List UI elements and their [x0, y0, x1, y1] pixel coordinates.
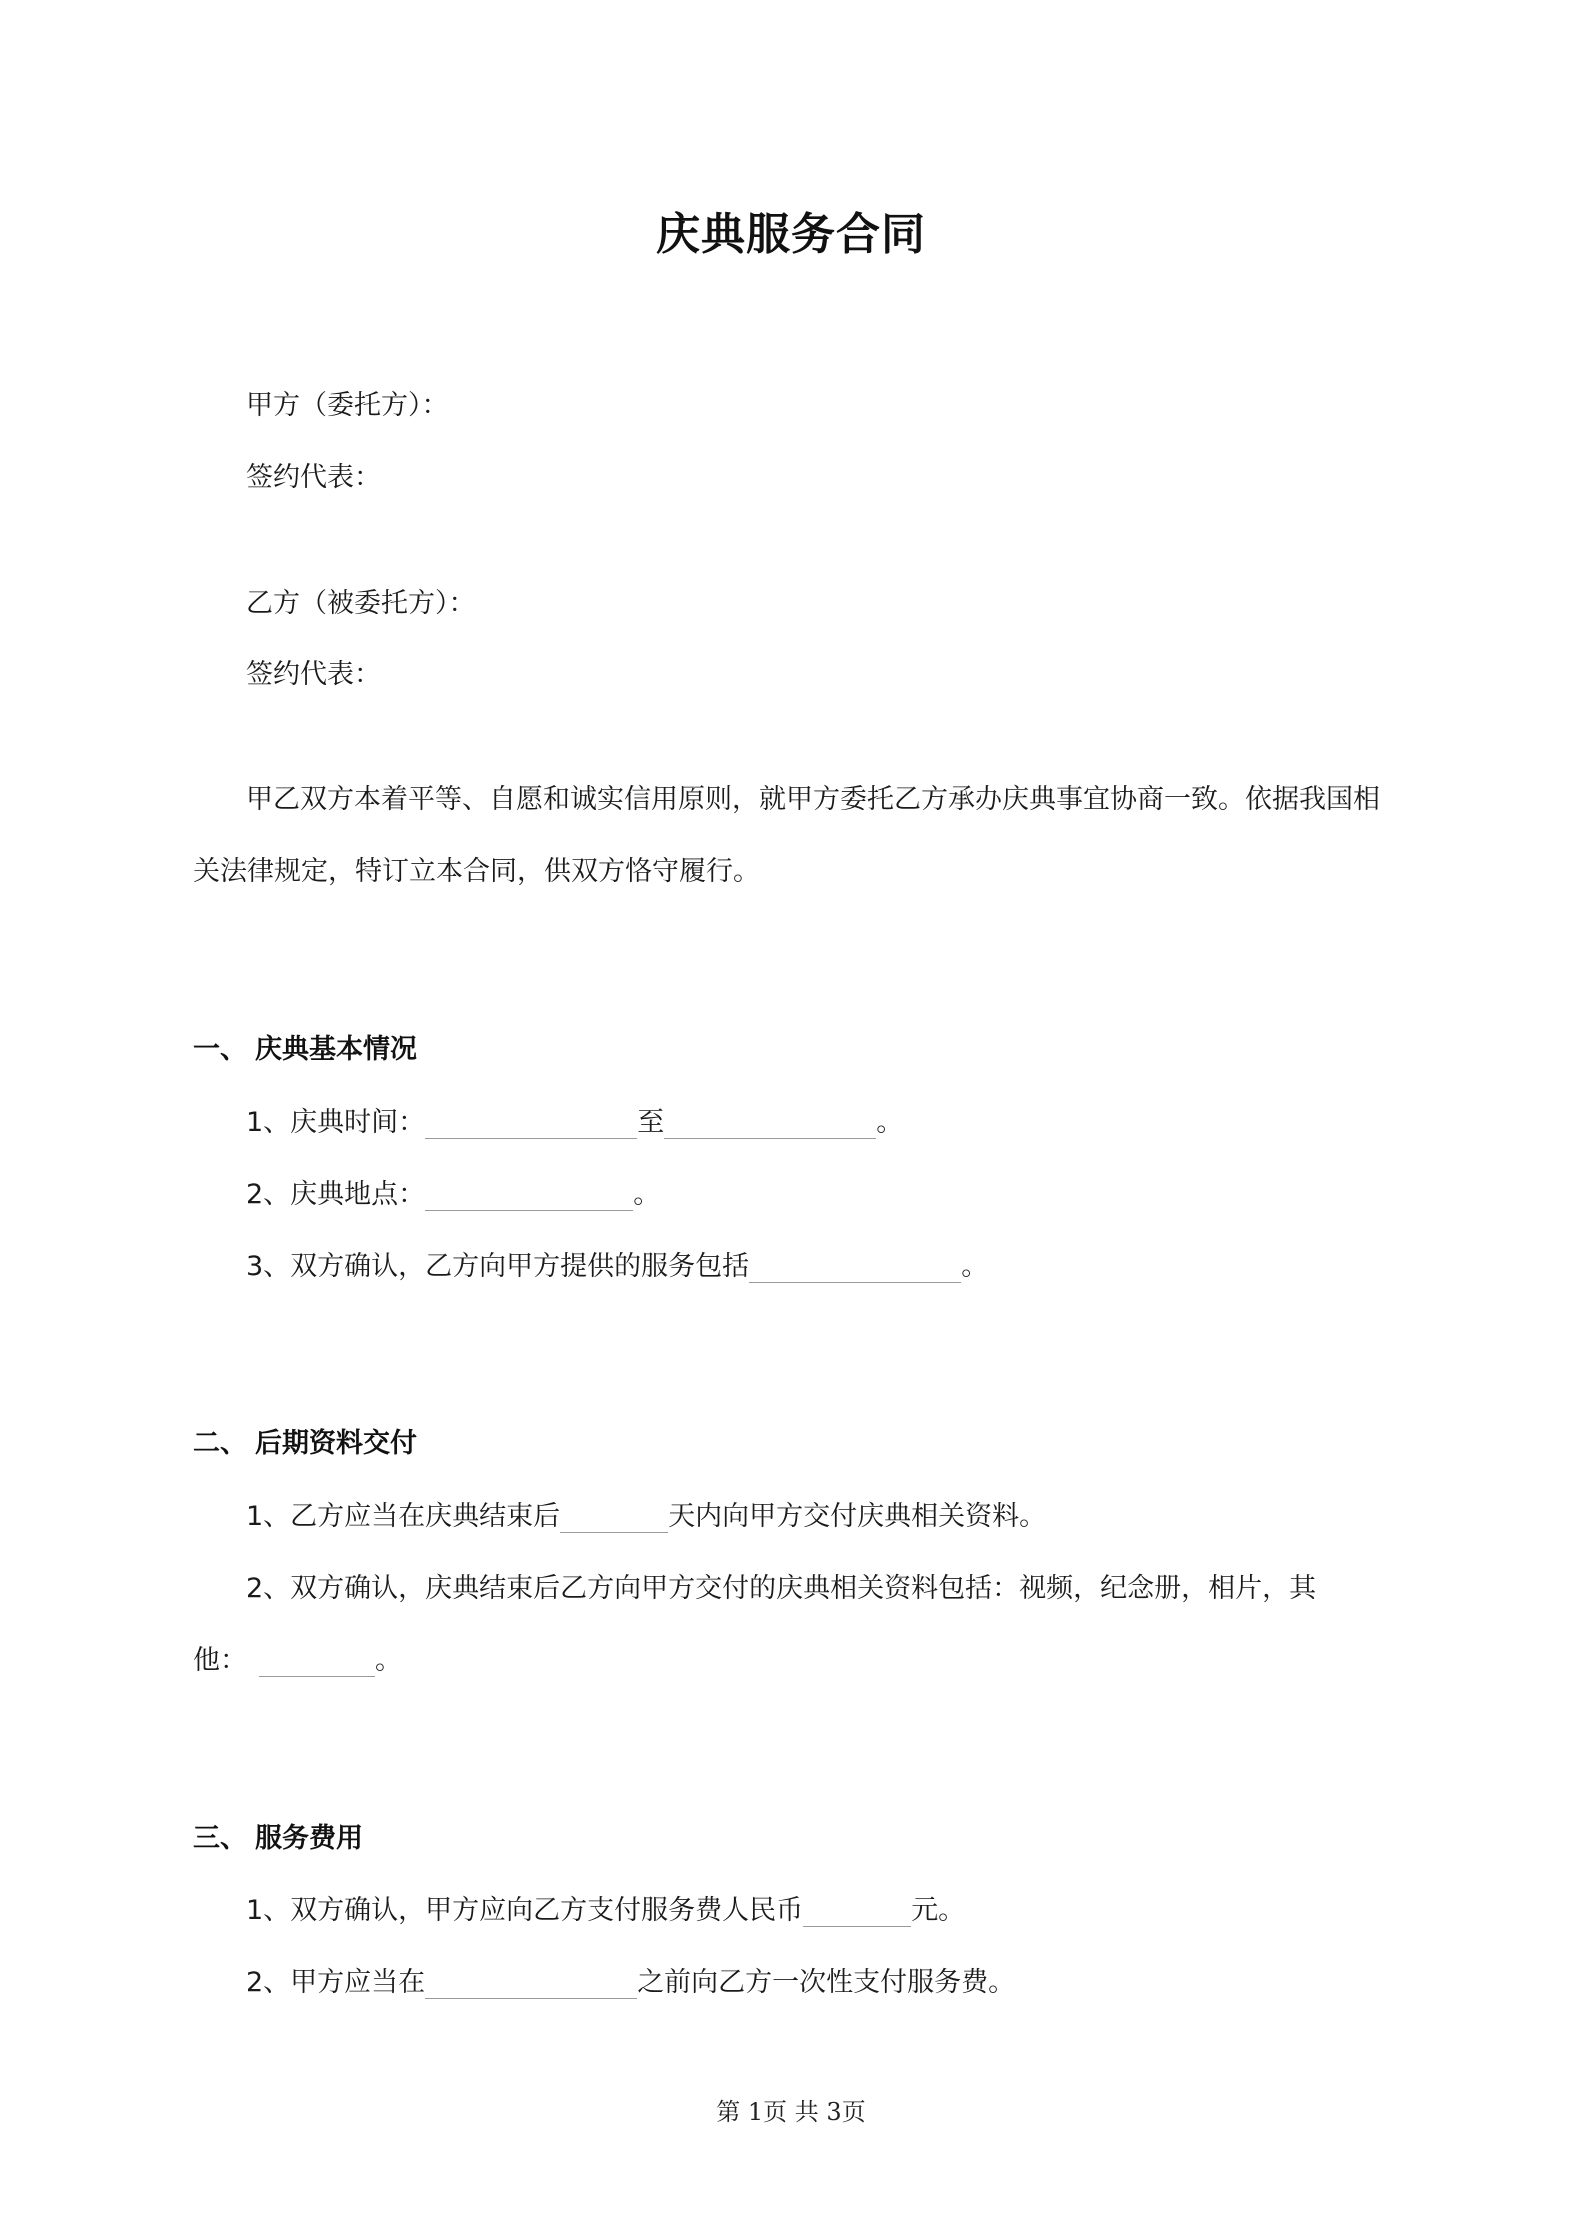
fill-in-blank-amount[interactable]	[803, 1898, 911, 1927]
fill-in-blank-start-time[interactable]	[425, 1110, 637, 1139]
fill-in-blank-days[interactable]	[560, 1504, 668, 1533]
clause-text: 他：	[193, 1645, 247, 1676]
clause-3-1	[246, 1891, 965, 1931]
section-number: 二、	[193, 1428, 247, 1459]
clause-text: 天内向甲方交付庆典相关资料。	[668, 1501, 1047, 1532]
clause-text: 至	[637, 1107, 665, 1138]
clause-text: 。	[375, 1645, 402, 1676]
page-title: 庆典服务合同	[656, 209, 926, 260]
clause-text: 1、庆典时间：	[246, 1107, 426, 1138]
clause-2-1	[246, 1497, 1046, 1537]
section-number: 一、	[193, 1034, 247, 1065]
section-heading-2	[193, 1424, 417, 1464]
clause-text: 3、双方确认，乙方向甲方提供的服务包括	[246, 1251, 750, 1282]
clause-1-1	[246, 1103, 903, 1143]
clause-1-2	[246, 1175, 660, 1215]
section-title: 服务费用	[255, 1823, 363, 1854]
clause-text: 。	[876, 1107, 904, 1138]
clause-text: 之前向乙方一次性支付服务费。	[637, 1967, 1016, 1998]
clause-text: 1、双方确认，甲方应向乙方支付服务费人民币	[246, 1895, 804, 1926]
clause-2-2-line-2	[193, 1641, 402, 1681]
clause-text: 2、庆典地点：	[246, 1179, 426, 1210]
fill-in-blank-other[interactable]	[259, 1648, 375, 1677]
clause-text: 2、甲方应当在	[246, 1967, 426, 1998]
section-heading-1	[193, 1030, 417, 1070]
fill-in-blank-end-time[interactable]	[664, 1110, 876, 1139]
party-a-rep-label: 签约代表：	[246, 462, 381, 493]
clause-3-2	[246, 1963, 1015, 2003]
clause-2-2-line-1: 2、双方确认，庆典结束后乙方向甲方交付的庆典相关资料包括：视频，纪念册，相片，其	[246, 1573, 1317, 1604]
preamble-line-1: 甲乙双方本着平等、自愿和诚实信用原则，就甲方委托乙方承办庆典事宜协商一致。依据我国相	[246, 784, 1380, 815]
clause-text: 。	[633, 1179, 661, 1210]
section-number: 三、	[193, 1823, 247, 1854]
party-b-label: 乙方（被委托方）：	[246, 588, 476, 619]
clause-text: 1、乙方应当在庆典结束后	[246, 1501, 561, 1532]
party-a-label: 甲方（委托方）：	[246, 390, 449, 421]
fill-in-blank-services[interactable]	[749, 1254, 961, 1283]
party-b-rep-label: 签约代表：	[246, 659, 381, 690]
fill-in-blank-payment-date[interactable]	[425, 1970, 637, 1999]
preamble-line-2: 关法律规定，特订立本合同，供双方恪守履行。	[193, 856, 760, 887]
clause-1-3	[246, 1247, 988, 1287]
clause-text: 。	[961, 1251, 989, 1282]
page-footer: 第 1页 共 3页	[716, 2098, 866, 2126]
section-title: 庆典基本情况	[255, 1034, 417, 1065]
section-title: 后期资料交付	[255, 1428, 417, 1459]
clause-text: 元。	[911, 1895, 966, 1926]
section-heading-3	[193, 1819, 363, 1859]
fill-in-blank-location[interactable]	[425, 1182, 633, 1211]
